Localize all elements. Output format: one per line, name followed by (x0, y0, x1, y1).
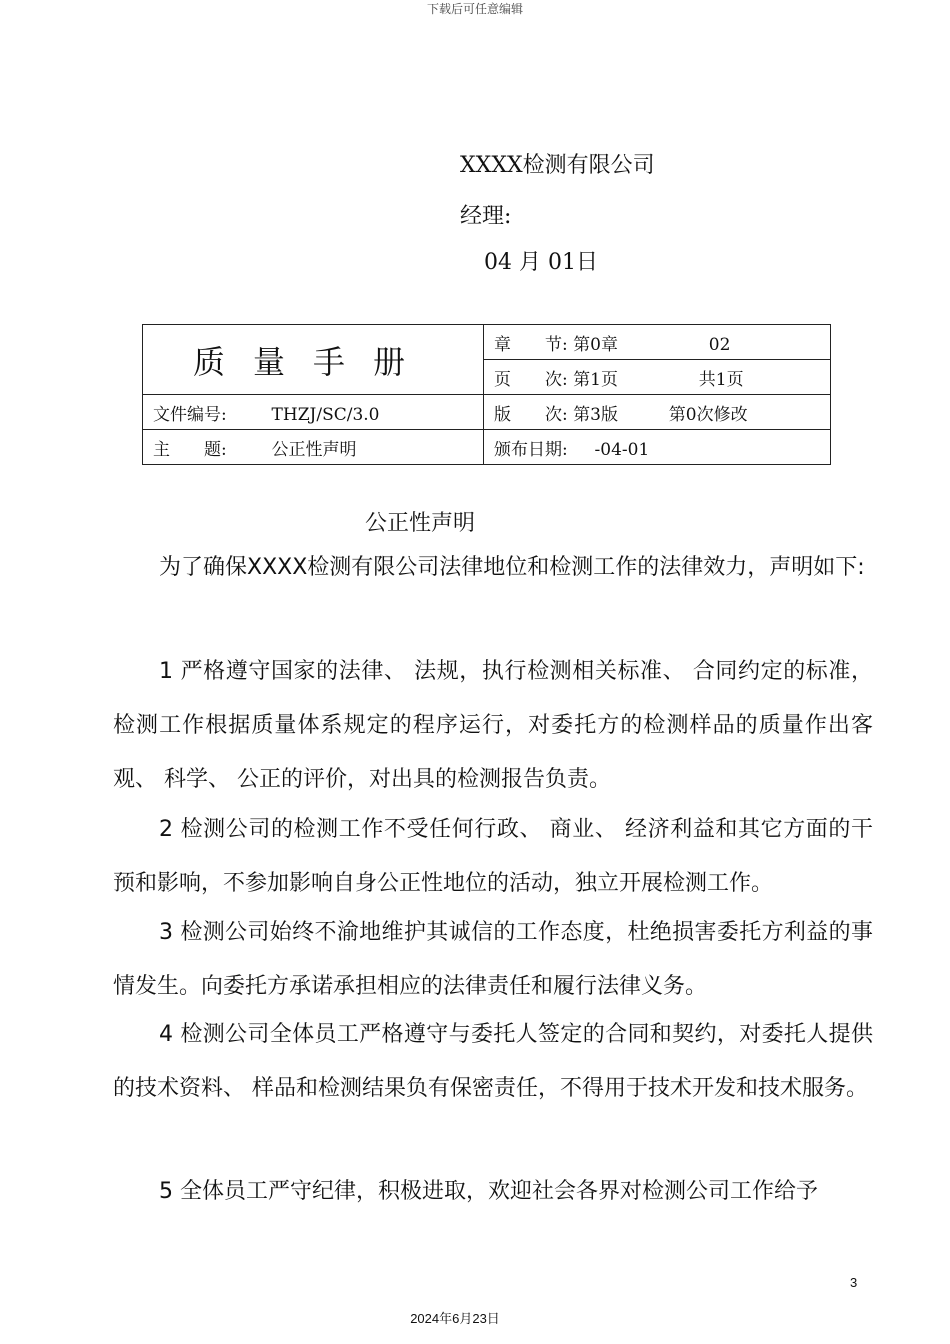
doc-number-label: 文件编号: (153, 404, 227, 425)
manual-title: 质量手册 (143, 325, 484, 395)
subject-label: 主 题: (153, 439, 227, 460)
manager-label: 经理: (460, 204, 512, 229)
page-total: 共1页 (698, 369, 744, 390)
declaration-paragraph: 4 检测公司全体员工严格遵守与委托人签定的合同和契约，对委托人提供的技术资料、 样品和检测结果负有保密责任，不得用于技术开发和技术服务。 (113, 1022, 873, 1101)
download-watermark: 下载后可任意编辑 (426, 2, 523, 16)
doc-number-cell (143, 395, 484, 430)
declaration-title: 公正性声明 (365, 511, 476, 536)
declaration-paragraph: 3 检测公司始终不渝地维护其诚信的工作态度，杜绝损害委托方利益的事情发生。向委托方承诺承担相应的法律责任和履行法律义务。 (113, 920, 873, 999)
chapter-cell (484, 325, 831, 360)
issue-date-value: -04-01 (594, 439, 650, 460)
page-label: 页 次: (494, 369, 568, 390)
declaration-paragraph: 2 检测公司的检测工作不受任何行政、 商业、 经济利益和其它方面的干预和影响，不参加影响自身公正性地位的活动，独立开展检测工作。 (113, 817, 873, 896)
edition-cell (484, 395, 831, 430)
issue-date-cell (484, 430, 831, 465)
issue-date-label: 颁布日期: (494, 439, 568, 460)
document-control-table (142, 324, 831, 465)
edition-value: 第3版 (573, 404, 618, 425)
declaration-paragraph: 1 严格遵守国家的法律、 法规，执行检测相关标准、 合同约定的标准，检测工作根据质量体系规定的程序运行，对委托方的检测样品的质量作出客观、 科学、 公正的评价，对出具的检测报告负责。 (113, 659, 873, 792)
subject-value: 公正性声明 (271, 439, 357, 460)
revision-value: 第0次修改 (668, 404, 748, 425)
header-date: 04 月 01日 (484, 250, 598, 275)
chapter-value: 第0章 (573, 334, 618, 355)
edition-label: 版 次: (494, 404, 568, 425)
footer-date: 2024年6月23日 (410, 1311, 500, 1326)
subject-cell (143, 430, 484, 465)
page-value: 第1页 (573, 369, 618, 390)
declaration-paragraph: 为了确保XXXX检测有限公司法律地位和检测工作的法律效力，声明如下: (159, 555, 865, 580)
page-cell (484, 360, 831, 395)
chapter-extra: 02 (708, 334, 731, 355)
page-number: 3 (850, 1275, 858, 1290)
chapter-label: 章 节: (494, 334, 568, 355)
doc-number-value: THZJ/SC/3.0 (271, 404, 380, 425)
declaration-paragraph: 5 全体员工严守纪律，积极进取，欢迎社会各界对检测公司工作给予 (159, 1179, 818, 1204)
company-name: XXXX检测有限公司 (460, 153, 655, 178)
